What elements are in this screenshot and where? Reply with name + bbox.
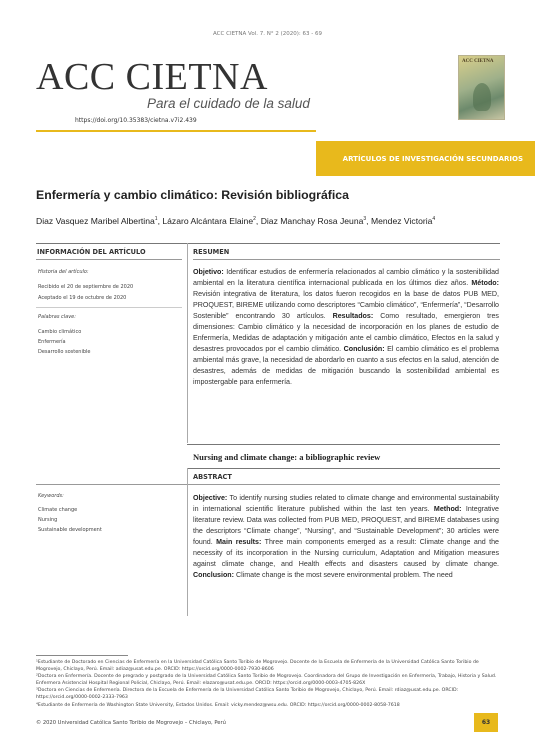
journal-tagline: Para el cuidado de la salud xyxy=(147,96,310,111)
abstract-body xyxy=(193,493,499,614)
keywords-en-label: Keywords: xyxy=(38,493,64,499)
objective-label: Objective: xyxy=(193,494,228,502)
column-divider xyxy=(187,243,188,443)
keyword: Nursing xyxy=(38,517,58,523)
journal-cover-image xyxy=(458,55,505,120)
conclusion-text: El cambio climático es el problema ambiental más grave, la necesidad de abordarlo en cuanto a sus efectos en la salud, atención de desastres, además de medidas de mitigación buscando la sostenibilidad ambiental es impostergable para enfermería. xyxy=(193,345,499,386)
doi-link[interactable]: https://doi.org/10.35383/cietna.v7i2.439 xyxy=(75,117,197,124)
keyword: Climate change xyxy=(38,507,78,513)
footnote: ¹Estudiante de Doctorado en Ciencias de Enfermería en la Universidad Católica Santo Toribio de Mogrovejo. Docente de la Escuela de Enfermería de la Universidad Católica Santo Toribio de Mogrovejo, Chiclayo, Perú. Email: adiaz@usat.edu.pe. ORCID: https://orcid.org/0000-0002-7930-8606 xyxy=(36,660,479,673)
conclusion-en-label: Conclusion: xyxy=(193,571,234,579)
resumen-body xyxy=(193,267,499,388)
conclusion-en-text: Climate change is the most severe environmental problem. The need xyxy=(235,571,453,579)
author-name: Lázaro Alcántara Elaine xyxy=(162,216,254,226)
method-label: Method: xyxy=(433,505,462,513)
article-title: Enfermería y cambio climático: Revisión bibliográfica xyxy=(36,188,349,202)
section-banner: ARTÍCULOS DE INVESTIGACIÓN SECUNDARIOS xyxy=(316,141,535,176)
keyword: Enfermería xyxy=(38,339,66,345)
author-name: Diaz Vasquez Maribel Albertina xyxy=(36,216,155,226)
footnote: ⁴Estudiante de Enfermería de Washington State University, Estados Unidos. Email: vicky.mendez@wsu.edu. ORCID: https://orcid.org/0000-0002-8058-7618 xyxy=(36,702,400,708)
resumen-header-rule xyxy=(193,259,500,260)
author-affiliation-mark: 4 xyxy=(432,216,436,223)
abstract-header: ABSTRACT xyxy=(193,473,232,481)
author-affiliation-mark: 2 xyxy=(253,216,256,223)
keyword: Sustainable development xyxy=(38,527,102,533)
footnote-rule xyxy=(36,655,128,656)
keyword: Desarrollo sostenible xyxy=(38,349,91,355)
method-text: Integrative literature review. Data was collected from PUB MED, PROQUEST, and BIREME databases using the descriptors “Climate change”, “Nursing”, and “Sustainable Development”; 30 articles were found. xyxy=(193,505,499,546)
footnote: ²Doctora en Enfermería. Docente de pregrado y postgrado de la Universidad Católica Santo Toribio de Mogrovejo. Coordinadora del Grupo de Investigación en Enfermería, Trabajo, Historia y Salud. Enfermera Asistencial Hospital Regional Policial, Chiclayo, Perú. Email: elazaro@usat.edu.pe. ORCID: https://orcid.org/0000-0003-4705-826X xyxy=(36,674,497,687)
abstract-header-rule xyxy=(36,484,500,485)
copyright: © 2020 Universidad Católica Santo Toribio de Mogrovejo – Chiclayo, Perú xyxy=(36,720,226,726)
column-divider xyxy=(187,468,188,616)
cover-illustration xyxy=(473,83,491,111)
author-name: Mendez Victoria xyxy=(370,216,433,226)
author-affiliation-mark: 1 xyxy=(154,216,158,223)
footnotes xyxy=(36,659,502,709)
accepted-date: Aceptado el 19 de octubre de 2020 xyxy=(38,295,127,301)
keyword: Cambio climático xyxy=(38,329,82,335)
keywords-label: Palabras clave: xyxy=(38,314,76,320)
resumen-header: RESUMEN xyxy=(193,248,230,256)
objetivo-text: Identificar estudios de enfermería relacionados al cambio climático y la sostenibilidad ambiental en la literatura científica internacional publicada en los últimos diez años. xyxy=(193,268,499,287)
info-divider xyxy=(36,307,182,308)
metodo-text: Revisión integrativa de literatura, los datos fueron recogidos en la base de datos PUB MED, PROQUEST, BIREME utilizando como descriptores “Cambio climático”, “Enfermería”, “Desarrollo Sostenible” encontrando 30 artículos. xyxy=(193,290,499,320)
objetivo-label: Objetivo: xyxy=(193,268,224,276)
conclusion-label: Conclusión: xyxy=(343,345,385,353)
page-number: 63 xyxy=(474,713,498,732)
objective-text: To identify nursing studies related to climate change and environmental sustainability in international scientific literature published within the last ten years. xyxy=(193,494,499,513)
resultados-label: Resultados: xyxy=(332,312,374,320)
header-divider xyxy=(36,130,316,132)
english-top-rule xyxy=(187,444,500,445)
results-text: Three main components emerged as a result: Climate change and the necessity of its incorporation in the Nursing curriculum, Adaptation and Mitigation measures against climate change, and Health effects and disasters caused by climate change. xyxy=(193,538,499,568)
journal-logo: ACC CIETNA xyxy=(36,56,268,98)
table-top-rule xyxy=(36,243,500,244)
resultados-text: Como resultado, emergieron tres dimensiones: Cambio climático y la necesidad de incorporación en los planes de estudio de Enfermería, Medidas de adaptación y mitigación ante el cambio climático, Efectos en la salud y desastres provocados por el cambio climático. xyxy=(193,312,499,353)
metodo-label: Método: xyxy=(471,279,499,287)
cover-title: ACC CIETNA xyxy=(462,59,494,64)
author-name: Diaz Manchay Rosa Jeuna xyxy=(260,216,364,226)
received-date: Recibido el 20 de septiembre de 2020 xyxy=(38,284,134,290)
footnote: ³Doctora en Ciencias de Enfermería. Directora de la Escuela de Enfermería de la Universidad Católica Santo Toribio de Mogrovejo, Chiclayo, Perú. Email: rdiaz@usat.edu.pe. ORCID: https://orcid.org/0000-0002-2333-7963 xyxy=(36,688,459,701)
english-title: Nursing and climate change: a bibliographic review xyxy=(193,452,381,462)
running-head: ACC CIETNA Vol. 7. N° 2 (2020): 63 - 69 xyxy=(213,31,322,37)
author-affiliation-mark: 3 xyxy=(363,216,367,223)
results-label: Main results: xyxy=(216,538,262,546)
english-title-rule xyxy=(187,468,500,469)
author-list: Diaz Vasquez Maribel Albertina$^1$, Lázaro Alcántara Elaine$^2$, Diaz Manchay Rosa Jeuna$^3$, Mendez Victoria$^4$ xyxy=(36,216,436,226)
info-header-rule xyxy=(36,259,182,260)
article-info-header: INFORMACIÓN DEL ARTÍCULO xyxy=(37,248,146,256)
history-label: Historia del artículo: xyxy=(38,269,89,275)
